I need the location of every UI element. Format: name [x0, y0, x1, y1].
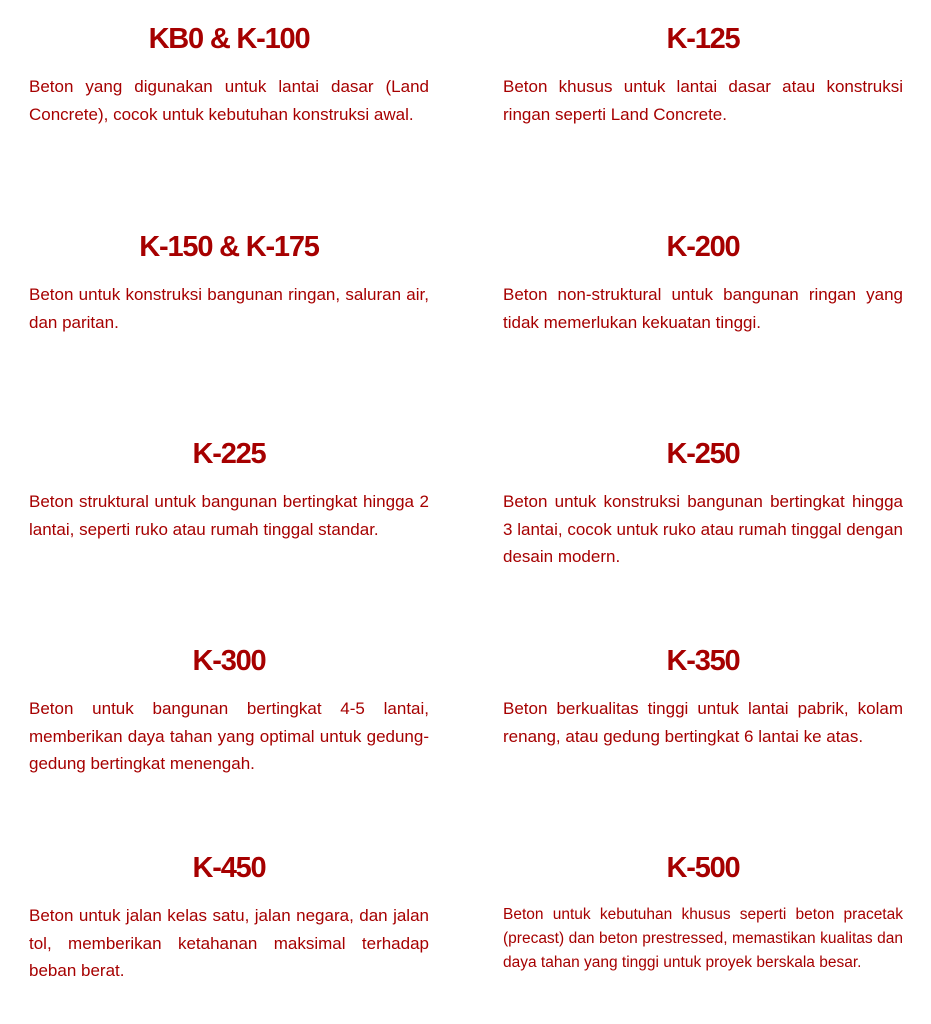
grade-title: K-350 — [666, 645, 740, 677]
grade-card-k125 — [503, 22, 903, 128]
grade-description: Beton struktural untuk bangunan bertingkat hingga 2 lantai, seperti ruko atau rumah tinggal standar. — [29, 492, 429, 539]
grade-description: Beton non-struktural untuk bangunan ringan yang tidak memerlukan kekuatan tinggi. — [503, 285, 903, 332]
grade-title: K-250 — [666, 438, 740, 470]
grade-card-k300 — [29, 644, 429, 778]
grade-card-k500 — [503, 851, 903, 975]
grade-card-kb0-k100 — [29, 22, 429, 128]
grade-card-k250 — [503, 437, 903, 571]
grade-title: K-225 — [192, 438, 266, 470]
grade-title: K-450 — [192, 852, 266, 884]
grade-card-k450 — [29, 851, 429, 985]
grade-description: Beton untuk bangunan bertingkat 4-5 lantai, memberikan daya tahan yang optimal untuk gedung-gedung bertingkat menengah. — [29, 699, 429, 773]
grade-card-k200 — [503, 230, 903, 336]
grade-title: K-300 — [192, 645, 266, 677]
grade-description: Beton yang digunakan untuk lantai dasar (Land Concrete), cocok untuk kebutuhan konstruksi awal. — [29, 77, 429, 124]
grade-card-k150-k175 — [29, 230, 429, 336]
grade-description: Beton untuk konstruksi bangunan bertingkat hingga 3 lantai, cocok untuk ruko atau rumah tinggal dengan desain modern. — [503, 492, 903, 566]
grade-description: Beton khusus untuk lantai dasar atau konstruksi ringan seperti Land Concrete. — [503, 77, 903, 124]
grade-description: Beton untuk jalan kelas satu, jalan negara, dan jalan tol, memberikan ketahanan maksimal terhadap beban berat. — [29, 906, 429, 980]
grade-card-k225 — [29, 437, 429, 543]
grade-title: K-500 — [666, 852, 740, 884]
grade-description: Beton untuk kebutuhan khusus seperti beton pracetak (precast) dan beton prestressed, memastikan kualitas dan daya tahan yang tinggi untuk proyek berskala besar. — [503, 906, 903, 971]
grade-title: K-200 — [666, 231, 740, 263]
grade-card-k350 — [503, 644, 903, 750]
grade-description: Beton untuk konstruksi bangunan ringan, saluran air, dan paritan. — [29, 285, 429, 332]
grade-description: Beton berkualitas tinggi untuk lantai pabrik, kolam renang, atau gedung bertingkat 6 lantai ke atas. — [503, 699, 903, 746]
grade-title: KB0 & K-100 — [148, 23, 310, 55]
grade-title: K-125 — [666, 23, 740, 55]
grade-title: K-150 & K-175 — [139, 231, 319, 263]
